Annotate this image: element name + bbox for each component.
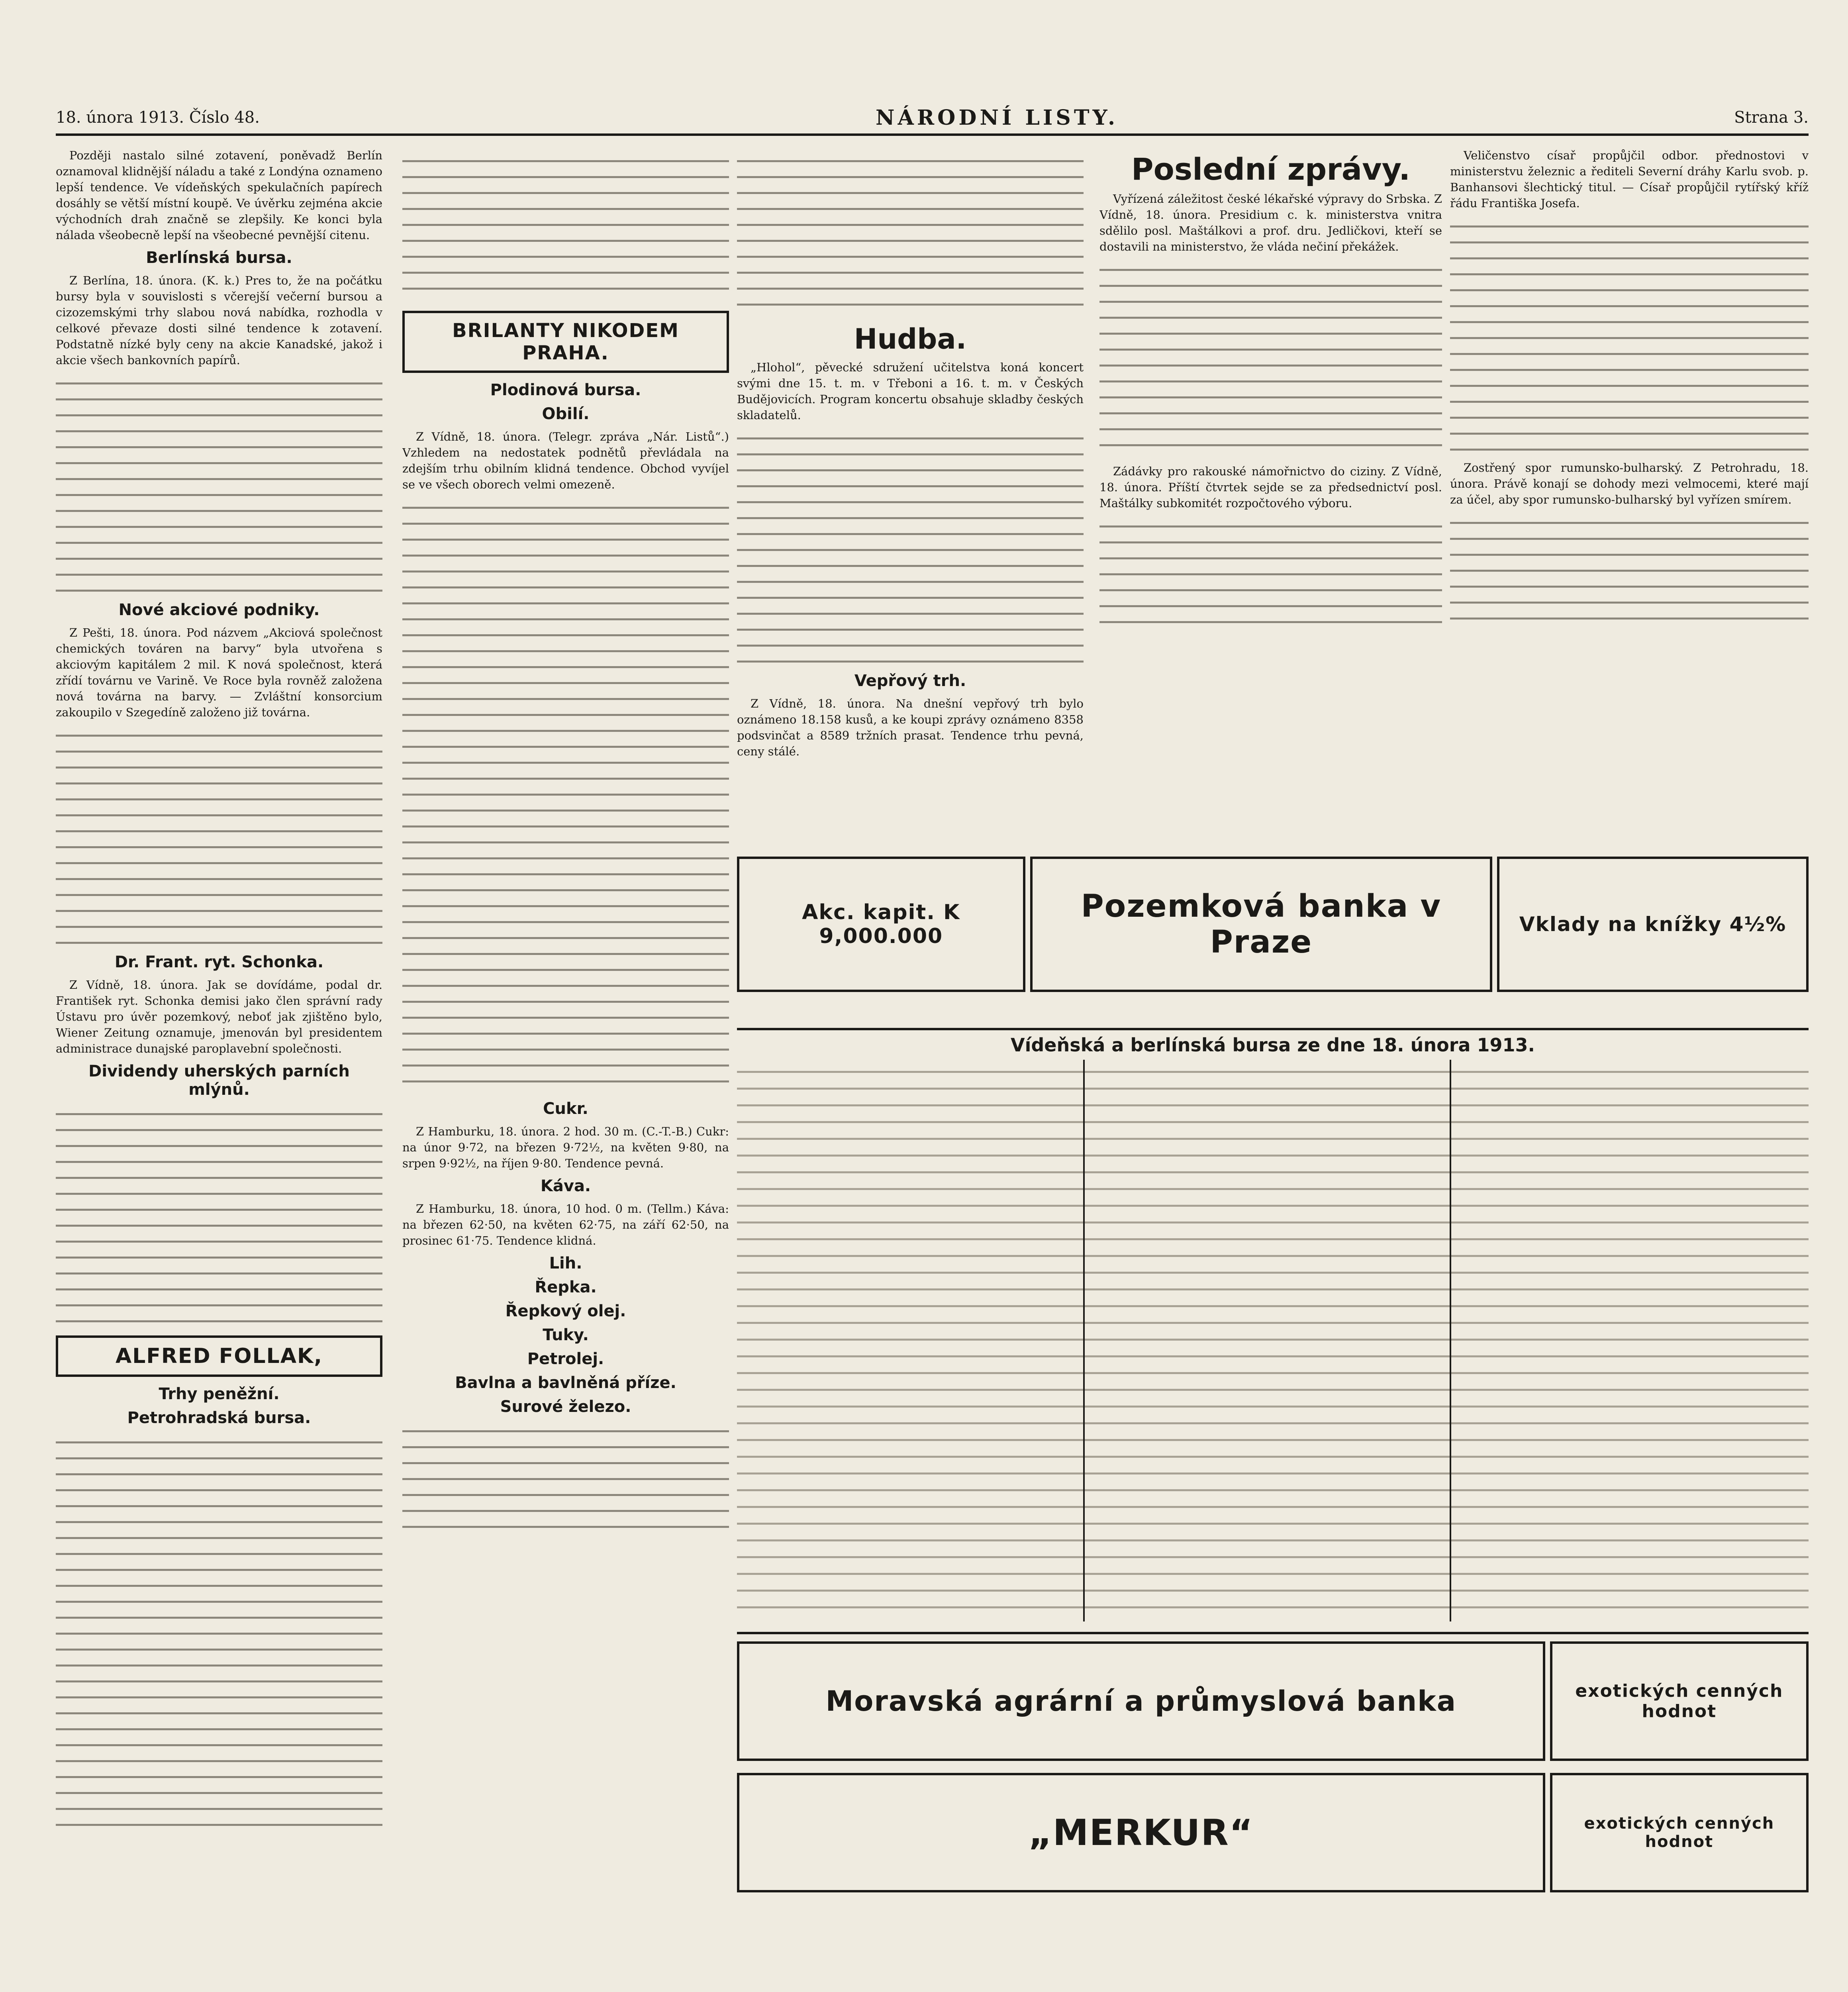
securities-ad: exotických cenných hodnot [1550,1773,1809,1892]
paragraph: Z Berlína, 18. února. (K. k.) Pres to, že na počátku bursy byla v souvislosti s včerejší večerní bursou a cizozemskými trhy slabou nová nabídka, rozhodla v celkové převaze dosti silné tendence k zotavení. Podstatně nízké byly ceny na akcie Kanadské, jakož i akcie všech bankovních papírů. [56,274,382,367]
heading-new-companies: Nové akciové podniky. [118,601,320,619]
heading-schonka: Dr. Frant. ryt. Schonka. [114,953,324,971]
capital-ad: Akc. kapit. K 9,000.000 [737,857,1025,992]
heading-coffee: Káva. [540,1177,591,1195]
deposits-ad: Vklady na knížky 4½% [1497,857,1809,992]
bursovni-ad: exotických cenných hodnot [1550,1641,1809,1761]
paragraph: Z Vídně, 18. února. Jak se dovídáme, podal dr. František ryt. Schonka demisi jako člen správní rady Ústavu pro úvěr pozemkový, neboť jak zjištěno bylo, Wiener Zeitung oznamuje, jmenován byl presidentem administrace dunajské paroplavební společnosti. [56,978,382,1055]
column-1 [56,147,382,1992]
heading-money-markets: Trhy peněžní. [159,1385,280,1403]
paragraph: Později nastalo silné zotavení, poněvadž Berlín oznamoval klidnější náladu a také z Londýna oznameno lepší tendence. Ve vídeňských spekulačních papírech dosáhly se větší místní koupě. Ve úvěrku zejména akcie východních drah značně se zlepšily. Ke konci byla nálada všeobecně lepší na všeobecné pevnější citenu. [56,149,382,242]
issue-date: 18. února 1913. Číslo 48. [56,108,260,127]
paragraph: Z Vídně, 18. února. (Telegr. zpráva „Nár. Listů“.) Vzhledem na nedostatek podnětů převládala na zdejším trhu obilním klidná tendence. Obchod vyvíjel se ve všech oborech velmi omezeně. [402,430,729,491]
heading-latest-news: Poslední zprávy. [1131,151,1411,187]
exchange-title: Vídeňská a berlínská bursa ze dne 18. února 1913. [1011,1034,1535,1056]
exchange-quotes [737,1028,1809,1634]
text-block [56,374,382,597]
paragraph: Z Vídně, 18. února. Na dnešní vepřový trh bylo oznámeno 18.158 kusů, a ke koupi zprávy oznámeno 8358 podsvinčat a 8589 tržních prasat. Tendence trhu pevná, ceny stálé. [737,697,1084,758]
text-block [56,726,382,949]
column-5 [1450,147,1809,841]
text-block [1099,517,1442,636]
pozemkova-banka-ad: Pozemková banka v Praze [1030,857,1493,992]
merkur-ad: „MERKUR“ [737,1773,1545,1892]
text-block [402,498,729,1096]
masthead [56,102,1809,136]
heading-iron: Surové železo. [500,1398,631,1416]
heading-rapeseed-oil: Řepkový olej. [505,1302,626,1320]
heading-grain: Obilí. [542,405,590,423]
column-4 [1099,147,1442,841]
paragraph: „Hlohol“, pěvecké sdružení učitelstva koná koncert svými dne 15. t. m. v Třeboni a 16. t. m. v Českých Budějovicích. Program koncertu obsahuje skladby českých skladatelů. [737,361,1084,422]
moravska-banka-ad: Moravská agrární a průmyslová banka [737,1641,1545,1761]
heading-petersburg: Petrohradská bursa. [127,1409,311,1427]
paragraph: Zádávky pro rakouské námořnictvo do ciziny. Z Vídně, 18. února. Příští čtvrtek sejde se za předsednictví posl. Maštálky subkomitét rozpočtového výboru. [1099,465,1442,510]
text-block [737,151,1084,319]
heading-dividends: Dividendy uherských parních mlýnů. [88,1062,350,1099]
quotes-table [56,1433,382,1831]
text-block [402,1421,729,1541]
bank-ads-row-3 [737,1773,1809,1892]
paragraph: Z Hamburku, 18. února. 2 hod. 30 m. (C.-T.-B.) Cukr: na únor 9·72, na březen 9·72½, na květen 9·80, na srpen 9·92½, na říjen 9·80. Tendence pevná. [402,1125,729,1170]
page-number: Strana 3. [1734,108,1809,127]
bank-ads-row [737,857,1809,992]
nikodem-ad: BRILANTY NIKODEM PRAHA. [402,311,729,373]
paper-title: NÁRODNÍ LISTY. [875,105,1119,130]
heading-fats: Tuky. [543,1326,589,1344]
heading-music: Hudba. [854,323,967,355]
paragraph: Z Pešti, 18. února. Pod názvem „Akciová společnost chemických továren na barvy“ byla utvořena s akciovým kapitálem 2 mil. K nová společnost, která zřídí továrnu ve Varině. Ve Roce byla rovněž založena nová továrna na barvy. — Zvláštní konsorcium zakoupilo v Szegedíně založeno již továrna. [56,626,382,719]
paragraph: Z Hamburku, 18. února, 10 hod. 0 m. (Tellm.) Káva: na březen 62·50, na květen 62·75, na září 62·50, na prosinec 61·75. Tendence klidná. [402,1202,729,1247]
bank-ads-row-2 [737,1641,1809,1761]
heading-rapeseed: Řepka. [535,1278,597,1296]
paragraph: Vyřízená záležitost české lékařské výpravy do Srbska. Z Vídně, 18. února. Presidium c. k. ministerstva vnitra sdělilo posl. Maštálkovi a prof. dru. Jedličkovi, kteří se dostavili na ministerstvo, že vláda nečiní překážek. [1099,192,1442,253]
heading-sugar: Cukr. [543,1100,588,1118]
text-block [1099,260,1442,459]
heading-spirits: Lih. [549,1254,582,1272]
heading-petroleum: Petrolej. [527,1350,604,1368]
quotes-table [737,1060,1809,1621]
column-2 [402,147,729,1992]
paragraph: Veličenstvo císař propůjčil odbor. přednostovi v ministerstvu železnic a řediteli Severní dráhy Karlu svob. p. Banhansovi šlechtický titul. — Císař propůjčil rytířský kříž řádu Františka Josefa. [1450,149,1809,210]
heading-cotton: Bavlna a bavlněná příze. [455,1374,676,1392]
text-block [1450,217,1809,456]
text-block [56,1104,382,1327]
text-block [1450,513,1809,633]
follak-ad: ALFRED FOLLAK, [56,1335,382,1377]
text-block [737,429,1084,668]
heading-berlin: Berlínská bursa. [146,249,292,267]
heading-pig-market: Vepřový trh. [854,672,966,690]
column-3 [737,147,1084,841]
paragraph: Zostřený spor rumunsko-bulharský. Z Petrohradu, 18. února. Právě konají se dohody mezi velmocemi, které mají za účel, aby spor rumunsko-bulharský byl vyřízen smírem. [1450,461,1809,506]
heading-commodity-exchange: Plodinová bursa. [490,381,641,399]
quotes-table [402,151,729,303]
